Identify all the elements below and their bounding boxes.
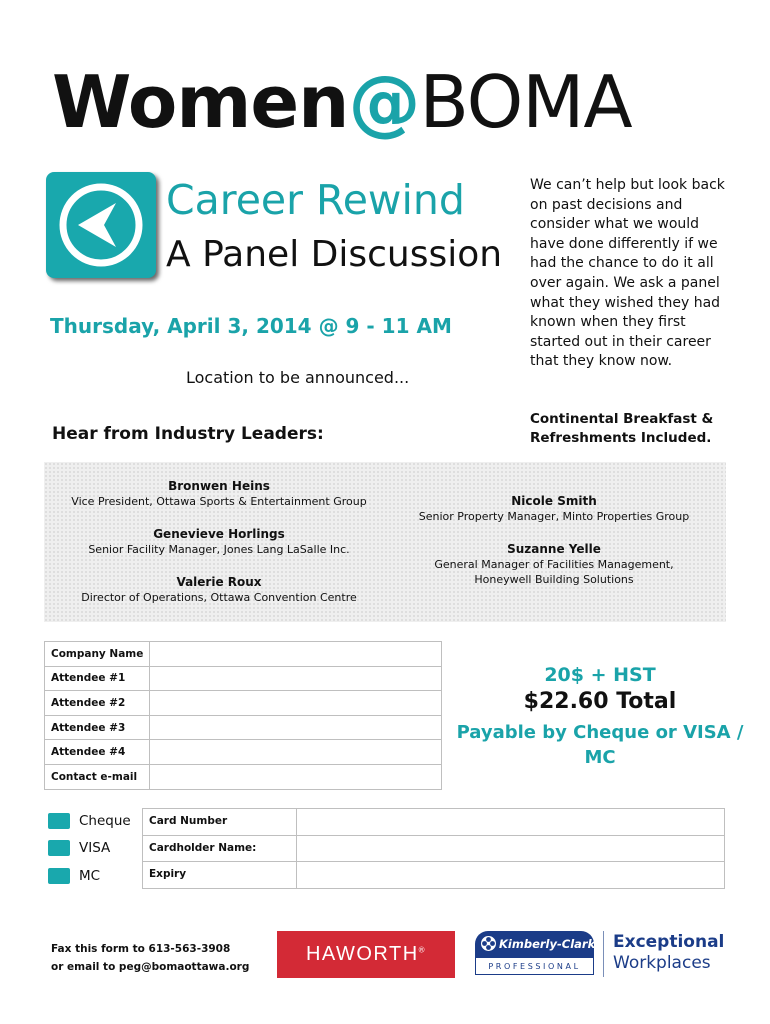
exceptional-workplaces-line1: Exceptional	[613, 932, 725, 952]
speaker-item	[54, 575, 384, 605]
payment-option-visa[interactable]	[48, 840, 110, 856]
attendee-3-field[interactable]	[150, 715, 442, 740]
company-name-field[interactable]	[150, 642, 442, 667]
attendee-4-label: Attendee #4	[45, 740, 150, 765]
event-subtitle: A Panel Discussion	[166, 234, 503, 275]
fax-line: Fax this form to 613-563-3908	[51, 943, 231, 955]
price-base: 20$ + HST	[544, 664, 656, 686]
speaker-name: Valerie Roux	[176, 575, 262, 589]
payment-option-label: VISA	[79, 840, 111, 856]
form-row	[45, 691, 442, 716]
payable-note: Payable by Cheque or VISA / MC	[456, 722, 744, 768]
exceptional-workplaces-line2: Workplaces	[613, 953, 711, 973]
attendee-4-field[interactable]	[150, 740, 442, 765]
mc-checkbox[interactable]	[48, 868, 70, 884]
event-title: Career Rewind	[166, 176, 465, 224]
payment-option-label: Cheque	[79, 813, 131, 829]
brand-at: @	[348, 60, 420, 144]
kc-wordmark: Kimberly-Clark	[499, 937, 596, 951]
speaker-item	[54, 527, 384, 557]
attendee-2-label: Attendee #2	[45, 691, 150, 716]
contact-email-label: Contact e-mail	[45, 764, 150, 789]
speaker-name: Suzanne Yelle	[507, 542, 601, 556]
registration-form	[44, 641, 442, 790]
form-row	[143, 809, 725, 836]
attendee-1-label: Attendee #1	[45, 666, 150, 691]
card-details-form	[142, 808, 725, 889]
speaker-name: Nicole Smith	[511, 494, 597, 508]
form-row	[45, 666, 442, 691]
brand-title	[52, 60, 632, 144]
kimberly-clark-logo	[475, 931, 594, 975]
attendee-1-field[interactable]	[150, 666, 442, 691]
email-line: or email to peg@bomaottawa.org	[51, 961, 250, 973]
event-location: Location to be announced...	[186, 368, 410, 387]
speakers-heading: Hear from Industry Leaders:	[52, 424, 324, 444]
contact-email-field[interactable]	[150, 764, 442, 789]
speaker-item	[399, 494, 709, 524]
speaker-role: Senior Facility Manager, Jones Lang LaSalle Inc.	[88, 543, 350, 556]
payment-option-label: MC	[79, 868, 101, 884]
haworth-wordmark: HAWORTH®	[305, 943, 427, 965]
speaker-role: Senior Property Manager, Minto Properties Group	[418, 510, 690, 523]
rewind-logo	[46, 172, 156, 278]
speaker-name: Bronwen Heins	[168, 479, 270, 493]
kc-flower-icon	[480, 935, 497, 952]
form-row	[45, 642, 442, 667]
form-row	[45, 715, 442, 740]
kc-professional: PROFESSIONAL	[488, 961, 581, 971]
speaker-role: General Manager of Facilities Management,	[434, 558, 674, 571]
contact-info	[51, 940, 249, 976]
speakers-panel	[44, 462, 726, 622]
attendee-3-label: Attendee #3	[45, 715, 150, 740]
payment-option-cheque[interactable]	[48, 813, 131, 829]
haworth-logo	[277, 931, 455, 978]
cheque-checkbox[interactable]	[48, 813, 70, 829]
cardholder-name-field[interactable]	[297, 835, 725, 862]
price-total: $22.60 Total	[523, 689, 677, 714]
brand-women: Women	[52, 60, 349, 144]
brand-boma: BOMA	[419, 60, 632, 144]
speaker-role: Director of Operations, Ottawa Convention Centre	[81, 591, 357, 604]
logo-divider	[603, 931, 604, 977]
rewind-arrow-icon	[46, 172, 156, 278]
speaker-name: Genevieve Horlings	[153, 527, 285, 541]
expiry-label: Expiry	[143, 862, 297, 889]
visa-checkbox[interactable]	[48, 840, 70, 856]
event-date: Thursday, April 3, 2014 @ 9 - 11 AM	[50, 314, 452, 338]
speaker-item	[54, 479, 384, 509]
breakfast-note: Continental Breakfast & Refreshments Included.	[530, 411, 714, 446]
form-row	[143, 835, 725, 862]
speaker-item	[399, 542, 709, 587]
form-row	[45, 740, 442, 765]
form-row	[45, 764, 442, 789]
event-blurb: We can’t help but look back on past decisions and consider what we would have done differently if we had the chance to do it all over again. We ask a panel what they wished they had known when they first started out in their career that they know now.	[530, 177, 725, 370]
cardholder-name-label: Cardholder Name:	[143, 835, 297, 862]
speaker-role: Vice President, Ottawa Sports & Entertainment Group	[71, 495, 367, 508]
attendee-2-field[interactable]	[150, 691, 442, 716]
expiry-field[interactable]	[297, 862, 725, 889]
company-name-label: Company Name	[45, 642, 150, 667]
payment-option-mc[interactable]	[48, 868, 100, 884]
card-number-field[interactable]	[297, 809, 725, 836]
form-row	[143, 862, 725, 889]
card-number-label: Card Number	[143, 809, 297, 836]
speaker-role-line2: Honeywell Building Solutions	[474, 573, 634, 586]
